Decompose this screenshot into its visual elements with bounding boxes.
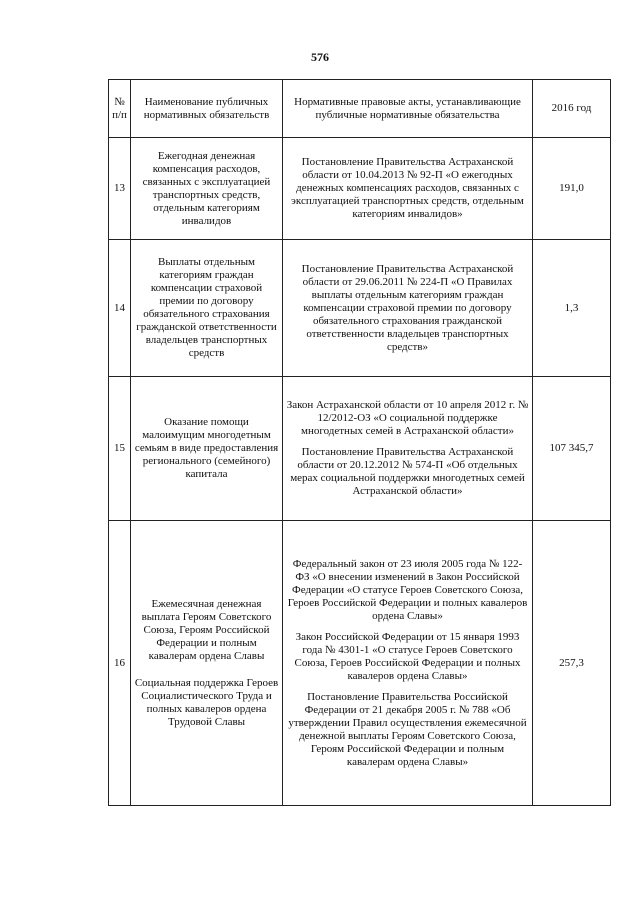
amount-2016: 107 345,7 <box>533 377 611 521</box>
row-number: 16 <box>109 521 131 806</box>
table-header-row <box>109 80 611 138</box>
legal-acts: Закон Астраханской области от 10 апреля 2012 г. № 12/2012-ОЗ «О социальной поддержке многодетных семей в Астраханской области» Постановление Правительства Астраханской области от 20.12.2012 № 574-П «Об отдельных мерах социальной поддержки многодетных семей Астраханской области» <box>283 377 533 521</box>
table-row <box>109 240 611 377</box>
amount-2016: 191,0 <box>533 138 611 240</box>
legal-acts: Федеральный закон от 23 июля 2005 года № 122-ФЗ «О внесении изменений в Закон Российской Федерации «О статусе Героев Советского Союза, Героев Российской Федерации и полных кавалеров ордена Славы» Закон Российской Федерации от 15 января 1993 года № 4301-1 «О статусе Героев Советского Союза, Героев Российской Федерации и полных кавалеров ордена Славы» Постановление Правительства Российской Федерации от 21 декабря 2005 г. № 788 «Об утверждении Правил осуществления ежемесячной денежной выплаты Героям Советского Союза, Героям Российской Федерации и полным кавалерам ордена Славы» <box>283 521 533 806</box>
page-number: 576 <box>311 50 329 64</box>
header-name: Наименование публичных нормативных обязательств <box>131 80 283 138</box>
amount-2016: 257,3 <box>533 521 611 806</box>
header-num: № п/п <box>109 80 131 138</box>
table-row <box>109 377 611 521</box>
obligation-name: Ежемесячная денежная выплата Героям Советского Союза, Героям Российской Федерации и полным кавалерам ордена Славы Социальная поддержка Героев Социалистического Труда и полных кавалеров ордена Трудовой Славы <box>131 521 283 806</box>
row-number: 13 <box>109 138 131 240</box>
amount-2016: 1,3 <box>533 240 611 377</box>
row-number: 14 <box>109 240 131 377</box>
row-number: 15 <box>109 377 131 521</box>
obligation-name: Оказание помощи малоимущим многодетным семьям в виде предоставления регионального (семейного) капитала <box>131 377 283 521</box>
table-row <box>109 521 611 806</box>
obligations-table <box>108 79 611 806</box>
obligation-name: Выплаты отдельным категориям граждан компенсации страховой премии по договору обязательного страхования гражданской ответственности владельцев транспортных средств <box>131 240 283 377</box>
header-acts: Нормативные правовые акты, устанавливающие публичные нормативные обязательства <box>283 80 533 138</box>
legal-acts: Постановление Правительства Астраханской области от 29.06.2011 № 224-П «О Правилах выплаты отдельным категориям граждан компенсации страховой премии по договору обязательного страхования гражданской ответственности владельцев транспортных средств» <box>283 240 533 377</box>
legal-acts: Постановление Правительства Астраханской области от 10.04.2013 № 92-П «О ежегодных денежных компенсациях расходов, связанных с эксплуатацией транспортных средств, отдельным категориям инвалидов» <box>283 138 533 240</box>
obligation-name: Ежегодная денежная компенсация расходов, связанных с эксплуатацией транспортных средств, отдельным категориям инвалидов <box>131 138 283 240</box>
header-year: 2016 год <box>533 80 611 138</box>
table-row <box>109 138 611 240</box>
